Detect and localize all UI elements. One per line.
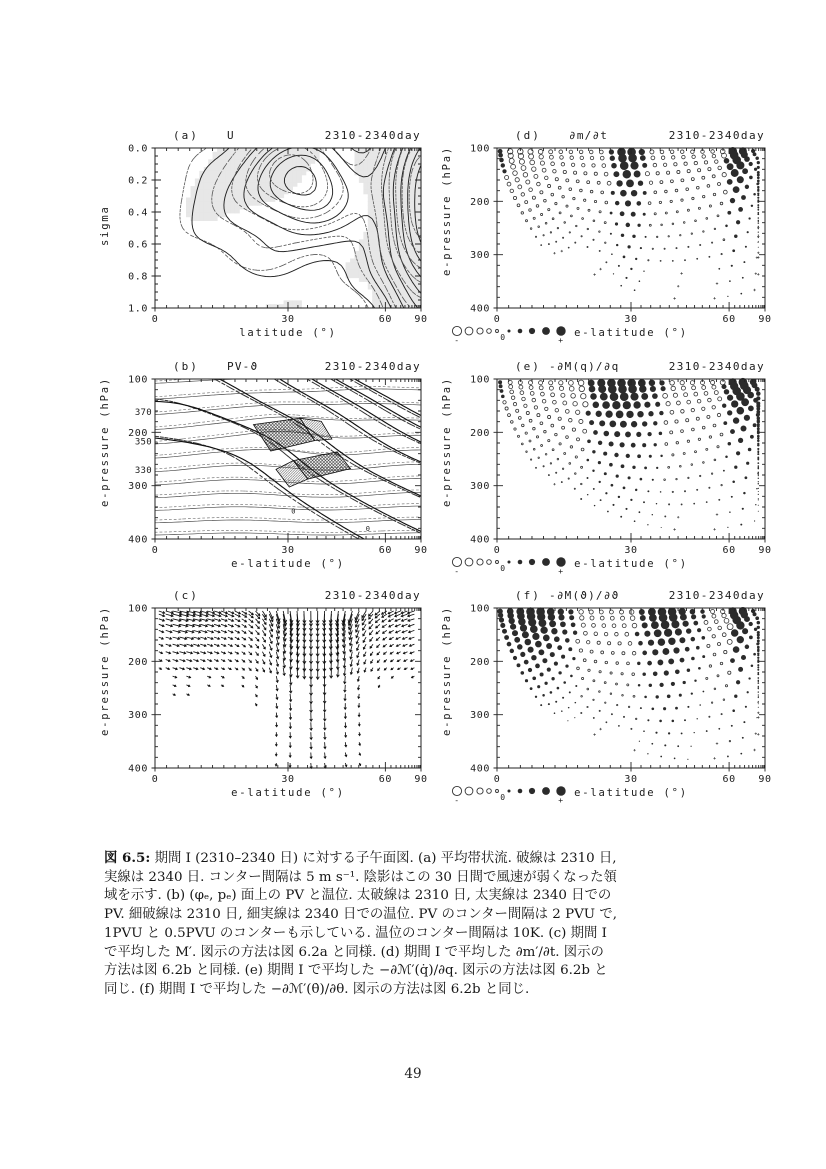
svg-text:60: 60 <box>722 314 736 325</box>
svg-text:60: 60 <box>378 774 392 785</box>
caption-line-5: 1PVU と 0.5PVU のコンターも示している. 温位のコンター間隔は 10K. (c) 期間 I <box>104 925 607 941</box>
svg-text:-: - <box>454 796 460 805</box>
svg-text:U: U <box>227 129 235 142</box>
svg-text:(e): (e) <box>515 360 541 373</box>
svg-text:0.6: 0.6 <box>128 239 148 251</box>
caption-label: 図 6.5: <box>104 850 151 866</box>
svg-text:60: 60 <box>378 314 392 325</box>
svg-text:(d): (d) <box>515 129 541 142</box>
svg-text:(b): (b) <box>173 360 199 373</box>
caption-line-7: 方法は図 6.2b と同様. (e) 期間 I で平均した −∂ℳ′(q̇)/∂q. 図示の方法は図 6.2b と <box>104 963 608 979</box>
svg-text:(c): (c) <box>173 589 199 602</box>
panel-b-plot <box>95 342 447 578</box>
svg-text:30: 30 <box>624 774 638 785</box>
svg-text:90: 90 <box>758 314 772 325</box>
svg-text:0.8: 0.8 <box>128 271 148 283</box>
svg-text:90: 90 <box>758 545 772 556</box>
svg-text:+: + <box>558 567 564 576</box>
caption-line-4: PV. 細破線は 2310 日, 細実線は 2340 日での温位. PV のコンター間隔は 2 PVU で, <box>104 907 617 923</box>
svg-text:e-pressure (hPa): e-pressure (hPa) <box>99 377 111 507</box>
svg-text:100: 100 <box>128 603 148 615</box>
svg-text:-: - <box>454 567 460 576</box>
svg-text:400: 400 <box>128 534 148 546</box>
svg-text:60: 60 <box>378 545 392 556</box>
svg-text:e-latitude (°): e-latitude (°) <box>574 558 688 570</box>
svg-text:+: + <box>558 796 564 805</box>
svg-text:e-latitude (°): e-latitude (°) <box>231 558 345 570</box>
svg-text:200: 200 <box>128 656 148 668</box>
svg-text:400: 400 <box>470 303 490 315</box>
panel-f-plot <box>437 571 805 807</box>
svg-text:0: 0 <box>500 333 506 342</box>
svg-text:30: 30 <box>281 774 295 785</box>
panel-d-plot <box>437 111 805 347</box>
svg-text:(a): (a) <box>173 129 199 142</box>
svg-text:2310-2340day: 2310-2340day <box>668 589 765 602</box>
svg-text:e-latitude (°): e-latitude (°) <box>574 327 688 339</box>
caption-line-8: 同じ. (f) 期間 I で平均した −∂ℳ′(θ̇)/∂θ. 図示の方法は図 6.2b と同じ. <box>104 981 530 997</box>
panel-c-plot <box>95 571 447 807</box>
svg-text:sigma: sigma <box>99 205 111 246</box>
svg-text:2310-2340day: 2310-2340day <box>324 589 421 602</box>
svg-text:0.2: 0.2 <box>128 175 148 187</box>
svg-text:100: 100 <box>128 374 148 386</box>
svg-text:0.4: 0.4 <box>128 207 148 219</box>
svg-text:+: + <box>558 336 564 345</box>
svg-text:100: 100 <box>470 143 490 155</box>
svg-text:200: 200 <box>128 427 148 439</box>
svg-text:200: 200 <box>470 427 490 439</box>
svg-text:30: 30 <box>281 314 295 325</box>
svg-text:0: 0 <box>493 774 501 785</box>
svg-text:0: 0 <box>500 793 506 802</box>
svg-text:-∂M(q)/∂q: -∂M(q)/∂q <box>549 360 620 373</box>
svg-text:400: 400 <box>470 534 490 546</box>
svg-text:200: 200 <box>470 656 490 668</box>
svg-text:100: 100 <box>470 603 490 615</box>
svg-text:e-pressure (hPa): e-pressure (hPa) <box>441 606 453 736</box>
svg-text:300: 300 <box>470 710 490 722</box>
svg-text:-∂M(ϑ)/∂ϑ: -∂M(ϑ)/∂ϑ <box>549 589 620 602</box>
page-number: 49 <box>404 1066 422 1082</box>
svg-text:latitude (°): latitude (°) <box>239 327 337 339</box>
svg-text:0: 0 <box>365 525 370 533</box>
svg-text:-: - <box>454 336 460 345</box>
svg-text:2310-2340day: 2310-2340day <box>668 360 765 373</box>
svg-text:30: 30 <box>624 314 638 325</box>
svg-text:30: 30 <box>624 545 638 556</box>
svg-text:90: 90 <box>414 545 428 556</box>
svg-text:60: 60 <box>722 774 736 785</box>
caption-line-2: 実線は 2340 日. コンター間隔は 5 m s⁻¹. 陰影はこの 30 日間で風速が弱くなった領 <box>104 869 617 885</box>
figure-caption <box>104 849 736 1000</box>
svg-text:2310-2340day: 2310-2340day <box>324 360 421 373</box>
svg-text:0: 0 <box>493 314 501 325</box>
svg-text:90: 90 <box>414 314 428 325</box>
svg-text:300: 300 <box>470 250 490 262</box>
caption-line-3: 域を示す. (b) (φₑ, pₑ) 面上の PV と温位. 太破線は 2310 日, 太実線は 2340 日での <box>104 888 612 904</box>
caption-text-1: 期間 I (2310–2340 日) に対する子午面図. (a) 平均帯状流. 破線は 2310 日, <box>154 851 617 866</box>
svg-text:e-latitude (°): e-latitude (°) <box>574 787 688 799</box>
svg-text:2310-2340day: 2310-2340day <box>668 129 765 142</box>
svg-text:e-latitude (°): e-latitude (°) <box>231 787 345 799</box>
panel-a-plot <box>95 111 447 347</box>
svg-text:PV-ϑ: PV-ϑ <box>227 360 259 373</box>
svg-text:0: 0 <box>151 314 159 325</box>
svg-text:0: 0 <box>151 774 159 785</box>
svg-text:2310-2340day: 2310-2340day <box>324 129 421 142</box>
caption-line-1 <box>104 849 736 869</box>
svg-text:350: 350 <box>134 437 152 448</box>
svg-text:1.0: 1.0 <box>128 303 148 315</box>
svg-text:30: 30 <box>281 545 295 556</box>
svg-text:60: 60 <box>722 545 736 556</box>
svg-text:e-pressure (hPa): e-pressure (hPa) <box>441 146 453 276</box>
caption-line-6: で平均した M′. 図示の方法は図 6.2a と同様. (d) 期間 I で平均した ∂m′/∂t. 図示の <box>104 944 604 960</box>
panel-e-plot <box>437 342 805 578</box>
svg-text:0: 0 <box>291 507 296 516</box>
svg-text:370: 370 <box>134 407 152 418</box>
svg-text:400: 400 <box>128 763 148 775</box>
svg-text:90: 90 <box>414 774 428 785</box>
svg-text:100: 100 <box>470 374 490 386</box>
svg-text:0: 0 <box>151 545 159 556</box>
svg-text:200: 200 <box>470 196 490 208</box>
svg-text:0.0: 0.0 <box>128 143 148 155</box>
svg-text:(f): (f) <box>515 589 541 602</box>
svg-text:300: 300 <box>128 481 148 493</box>
svg-text:∂m/∂t: ∂m/∂t <box>569 129 609 142</box>
svg-text:300: 300 <box>470 481 490 493</box>
svg-text:0: 0 <box>500 564 506 573</box>
svg-text:0: 0 <box>493 545 501 556</box>
svg-text:90: 90 <box>758 774 772 785</box>
svg-text:330: 330 <box>134 466 152 477</box>
svg-text:400: 400 <box>470 763 490 775</box>
svg-text:e-pressure (hPa): e-pressure (hPa) <box>441 377 453 507</box>
svg-text:300: 300 <box>128 710 148 722</box>
svg-text:e-pressure (hPa): e-pressure (hPa) <box>99 606 111 736</box>
